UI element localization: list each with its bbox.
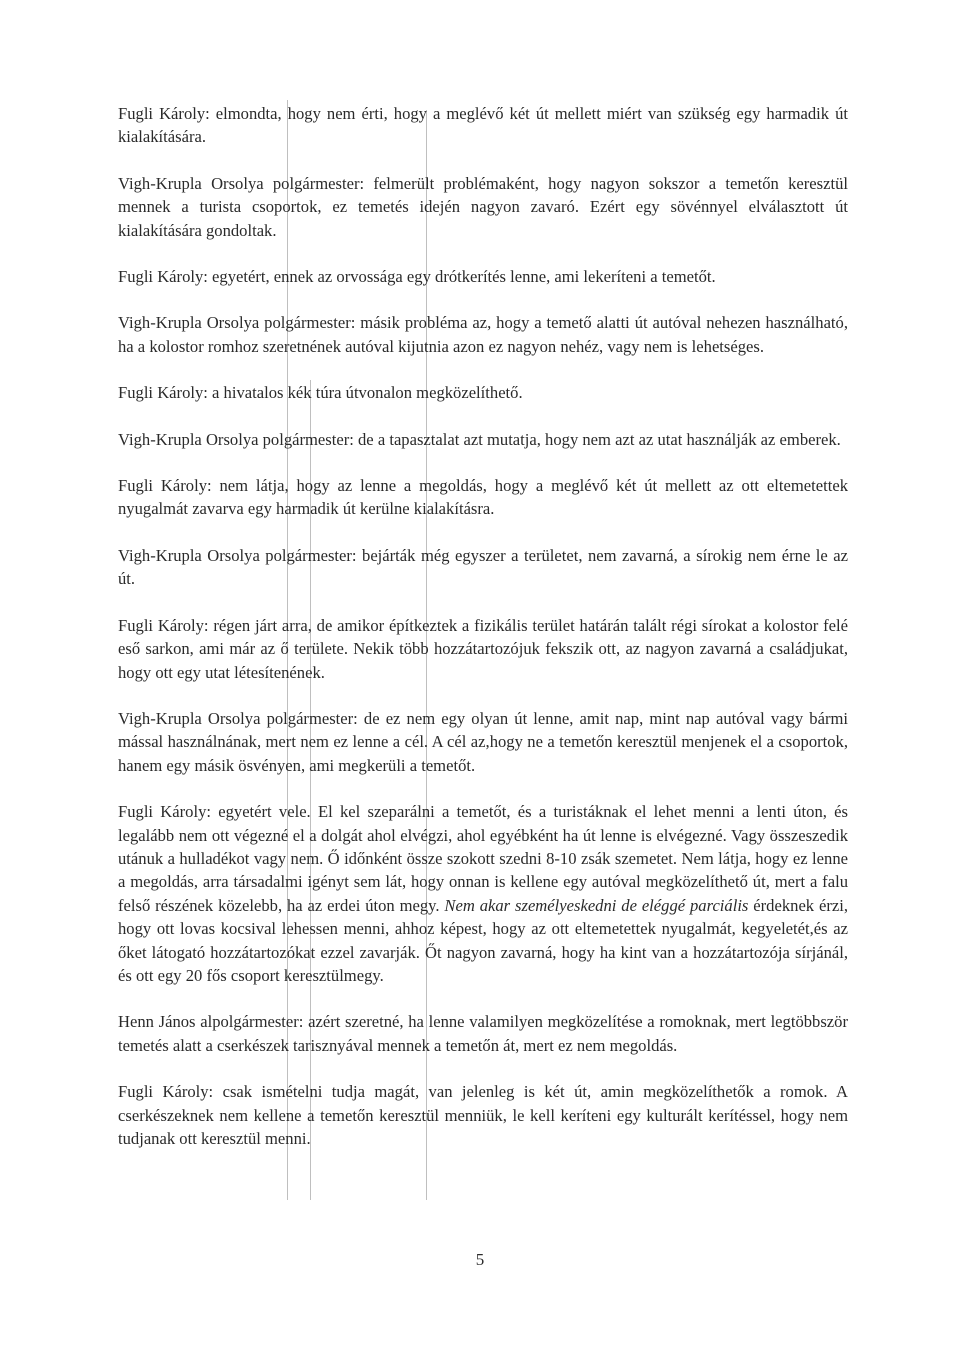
paragraph-text: érdeknek érzi, hogy ott lovas kocsival lehessen menni, ahhoz képest, hogy az ott eltemetettek nyugalmát, kegyeletét,és az őket látogató hozzátartozókat ezzel zavarják. Őt nagyon zavarná, hogy ha kint van a hozzátartozója sírjánál, és ott egy 20 fős csoport keresztülmegy. xyxy=(118,895,849,985)
paragraph-italic-text: Nem akar személyeskedni de eléggé parciális xyxy=(444,895,749,915)
paragraph: Vigh-Krupla Orsolya polgármester: másik probléma az, hogy a temető alatti út autóval nehezen használható, ha a kolostor romhoz szeretnének autóval kijutnia azon ez nagyon nehéz, vagy nem is lehetséges. xyxy=(118,313,848,356)
paragraph: Vigh-Krupla Orsolya polgármester: de ez nem egy olyan út lenne, amit nap, mint nap autóval vagy bármi mással használnának, mert nem ez lenne a cél. A cél az,hogy ne a temetőn keresztül menjenek el a csoportok, hanem egy másik ösvényen, ami megkerüli a temetőt. xyxy=(118,708,848,775)
paragraph: Fugli Károly: csak ismételni tudja magát, van jelenleg is két út, amin megközelíthetők a romok. A cserkészeknek nem kellene a temetőn keresztül menniük, le kell keríteni egy kulturált kerítéssel, hogy nem tudjanak ott keresztül menni. xyxy=(118,1082,848,1148)
paragraph: Fugli Károly: egyetért, ennek az orvossága egy drótkerítés lenne, ami lekeríteni a temetőt. xyxy=(118,267,716,287)
paragraph: Fugli Károly: a hivatalos kék túra útvonalon megközelíthető. xyxy=(118,383,523,403)
paragraph: Fugli Károly: elmondta, hogy nem érti, hogy a meglévő két út mellett miért van szükség egy harmadik út kialakítására. xyxy=(118,104,848,147)
paragraph-text: Fugli Károly: egyetért vele. El kel szeparálni a temetőt, és a turistáknak el lehet menni a lenti úton, és legalább nem ott végezné el a dolgát ahol elvégzi, ahol egyébként ha út lenne is elvégezné. Vagy összeszedik utánuk a hulladékot vagy nem. Ő időnként össze szokott szedni 8-10 zsák szemetet. Nem látja, hogy ez lenne a megoldás, arra társadalmi igényt sem lát, hogy onnan is kellene egy autóval megközelíthető út, mert a falu felső részének közelebb, ha az erdei úton megy. xyxy=(118,802,848,915)
page-number: 5 xyxy=(475,1250,485,1269)
paragraph: Vigh-Krupla Orsolya polgármester: felmerült problémaként, hogy nagyon sokszor a temetőn keresztül mennek a turista csoportok, ez temetés idején nagyon zavaró. Ezért egy sövénnyel elválasztott út kialakítására gondoltak. xyxy=(118,173,848,240)
document-body xyxy=(118,102,848,1173)
paragraph: Henn János alpolgármester: azért szeretné, ha lenne valamilyen megközelítése a romoknak, mert legtöbbször temetés alatt a cserkészek tarisznyával mennek a temetőn át, mert ez nem megoldás. xyxy=(118,1012,848,1055)
paragraph: Fugli Károly: nem látja, hogy az lenne a megoldás, hogy a meglévő két út mellett az ott eltemetettek nyugalmát zavarva egy harmadik út kerülne kialakításra. xyxy=(118,476,848,519)
paragraph xyxy=(118,800,848,987)
paragraph: Vigh-Krupla Orsolya polgármester: de a tapasztalat azt mutatja, hogy nem azt az utat használják az emberek. xyxy=(118,429,841,449)
paragraph: Vigh-Krupla Orsolya polgármester: bejárták még egyszer a területet, nem zavarná, a sírokig nem érne le az út. xyxy=(118,545,848,589)
paragraph: Fugli Károly: régen járt arra, de amikor építkeztek a fizikális terület határán talált régi sírokat a kolostor felé eső sarkon, ami már az ő területe. Nekik több hozzátartozójuk fekszik ott, az nagyon zavarná a családjukat, hogy ott egy utat létesítenének. xyxy=(118,615,848,682)
